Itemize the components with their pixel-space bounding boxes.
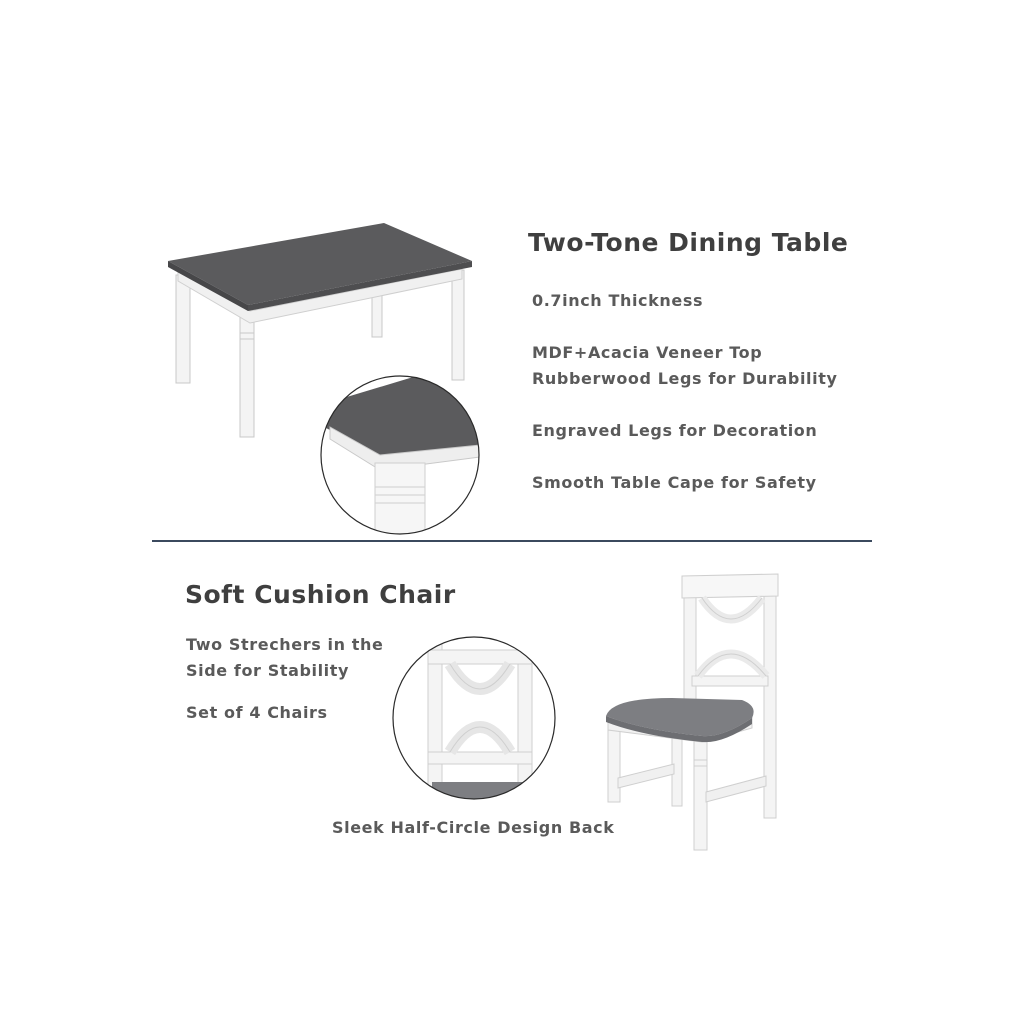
table-feature-legs-material: Rubberwood Legs for Durability bbox=[532, 369, 838, 388]
table-corner-detail-image bbox=[320, 375, 480, 535]
chair-section-title: Soft Cushion Chair bbox=[185, 580, 456, 609]
table-feature-smooth-cape: Smooth Table Cape for Safety bbox=[532, 473, 817, 492]
chair-feature-strechers-line2: Side for Stability bbox=[186, 661, 350, 680]
dining-chair-image bbox=[602, 570, 792, 860]
chair-feature-set-count: Set of 4 Chairs bbox=[186, 703, 328, 722]
section-divider bbox=[152, 540, 872, 542]
chair-detail-caption: Sleek Half-Circle Design Back bbox=[332, 818, 615, 837]
chair-back-detail-image bbox=[392, 636, 556, 800]
table-feature-engraved-legs: Engraved Legs for Decoration bbox=[532, 421, 818, 440]
table-feature-top-material: MDF+Acacia Veneer Top bbox=[532, 343, 763, 362]
chair-feature-strechers-line1: Two Strechers in the bbox=[186, 635, 384, 654]
table-section-title: Two-Tone Dining Table bbox=[528, 228, 849, 257]
table-feature-thickness: 0.7inch Thickness bbox=[532, 291, 704, 310]
